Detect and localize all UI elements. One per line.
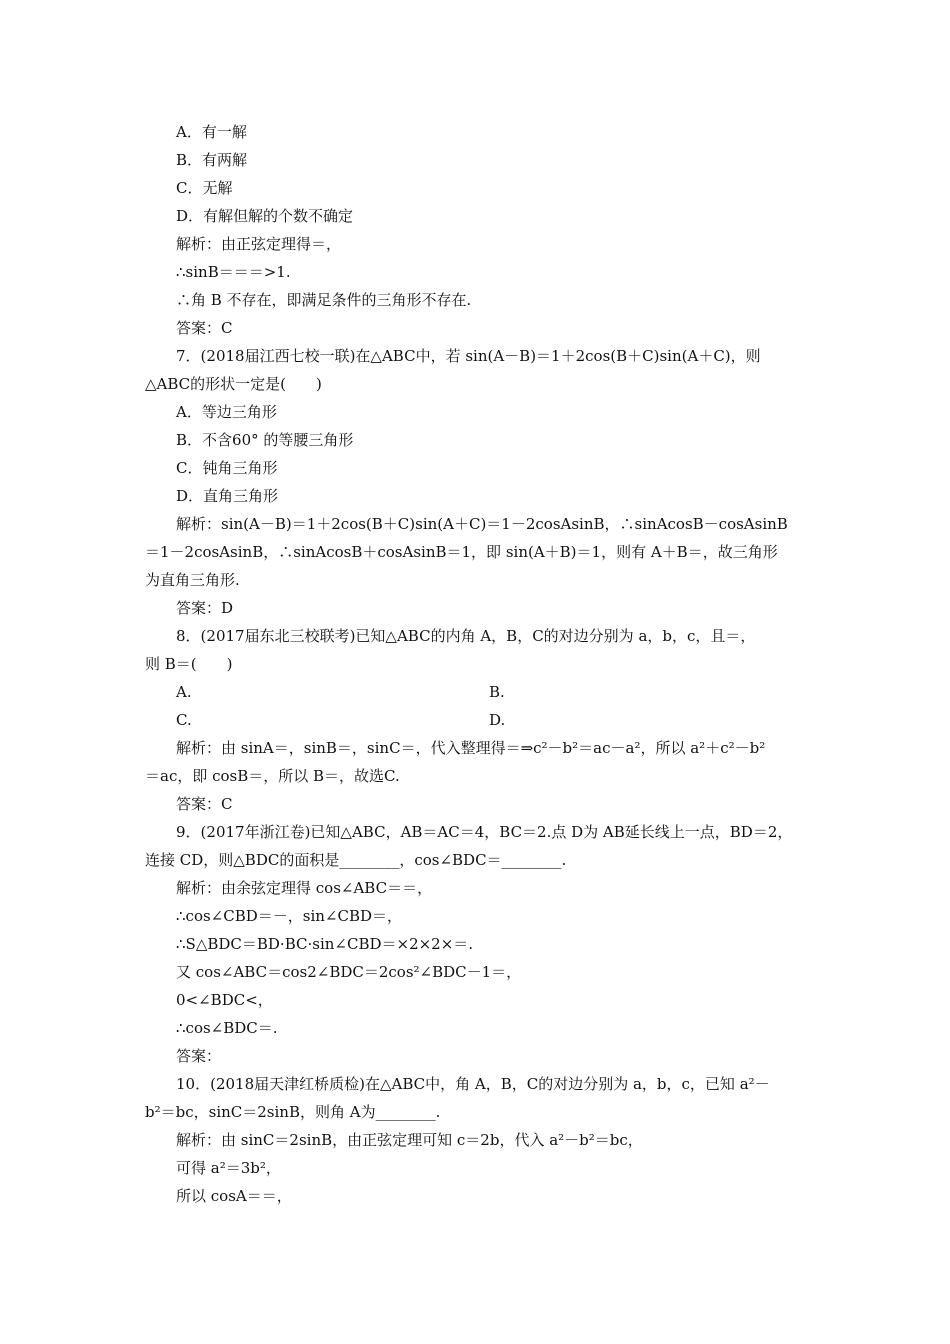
- question-8-stem-cont: 则 B＝( ): [145, 655, 233, 673]
- question-9-stem-cont: 连接 CD，则△BDC的面积是________，cos∠BDC＝________.: [145, 851, 567, 869]
- option-c-q8: C.: [176, 711, 192, 729]
- solution-line: 所以 cosA＝＝，: [176, 1187, 292, 1205]
- solution-line: ∴S△BDC＝BD·BC·sin∠CBD＝×2×2×＝.: [176, 935, 474, 953]
- option-b-q8: B.: [489, 683, 505, 701]
- option-a-q6: A．有一解: [176, 123, 247, 141]
- solution-line: 0<∠BDC<，: [176, 991, 273, 1009]
- option-c-q7: C．钝角三角形: [176, 459, 278, 477]
- option-b-q6: B．有两解: [176, 151, 248, 169]
- answer-line: 答案：D: [176, 599, 234, 617]
- solution-line: 为直角三角形.: [145, 571, 240, 589]
- option-a-q7: A．等边三角形: [176, 403, 277, 421]
- answer-line: 答案：C: [176, 795, 233, 813]
- option-d-q7: D．直角三角形: [176, 487, 279, 505]
- option-d-q8: D.: [489, 711, 506, 729]
- solution-line: 解析：由余弦定理得 cos∠ABC＝＝，: [176, 879, 433, 897]
- solution-line: ∴角 B 不存在，即满足条件的三角形不存在.: [176, 291, 472, 309]
- solution-line: ∴cos∠BDC＝.: [176, 1019, 278, 1037]
- solution-line: 解析：由 sinC＝2sinB，由正弦定理可知 c＝2b，代入 a²－b²＝bc，: [176, 1131, 643, 1149]
- solution-line: 解析：sin(A－B)＝1＋2cos(B＋C)sin(A＋C)＝1－2cosAsinB，∴sinAcosB－cosAsinB: [176, 515, 788, 533]
- question-8-stem: 8．(2017届东北三校联考)已知△ABC的内角 A，B，C的对边分别为 a，b，c，且＝，: [176, 627, 756, 645]
- solution-line: 又 cos∠ABC＝cos2∠BDC＝2cos²∠BDC－1＝，: [176, 963, 522, 981]
- question-9-stem: 9．(2017年浙江卷)已知△ABC，AB＝AC＝4，BC＝2.点 D为 AB延长线上一点，BD＝2，: [176, 823, 793, 841]
- solution-line: 解析：由正弦定理得＝，: [176, 235, 342, 253]
- question-10-stem: 10．(2018届天津红桥质检)在△ABC中，角 A，B，C的对边分别为 a，b，c，已知 a²－: [176, 1075, 770, 1093]
- answer-line: 答案：: [176, 1047, 222, 1065]
- option-c-q6: C．无解: [176, 179, 233, 197]
- option-d-q6: D．有解但解的个数不确定: [176, 207, 354, 225]
- question-10-stem-cont: b²＝bc，sinC＝2sinB，则角 A为________.: [145, 1103, 441, 1121]
- solution-line: ∴sinB＝＝＝>1.: [176, 263, 291, 281]
- solution-line: ＝ac，即 cosB＝，所以 B＝，故选C.: [145, 767, 400, 785]
- option-b-q7: B．不含60° 的等腰三角形: [176, 431, 354, 449]
- question-7-stem-cont: △ABC的形状一定是( ): [145, 375, 322, 393]
- solution-line: ＝1－2cosAsinB，∴sinAcosB＋cosAsinB＝1，即 sin(A＋B)＝1，则有 A＋B＝，故三角形: [145, 543, 778, 561]
- solution-line: ∴cos∠CBD＝－，sin∠CBD＝，: [176, 907, 403, 925]
- question-7-stem: 7．(2018届江西七校一联)在△ABC中，若 sin(A－B)＝1＋2cos(B＋C)sin(A＋C)，则: [176, 347, 761, 365]
- solution-line: 可得 a²＝3b²，: [176, 1159, 281, 1177]
- option-a-q8: A.: [176, 683, 192, 701]
- answer-line: 答案：C: [176, 319, 233, 337]
- solution-line: 解析：由 sinA＝，sinB＝，sinC＝，代入整理得＝⇒c²－b²＝ac－a²，所以 a²＋c²－b²: [176, 739, 766, 757]
